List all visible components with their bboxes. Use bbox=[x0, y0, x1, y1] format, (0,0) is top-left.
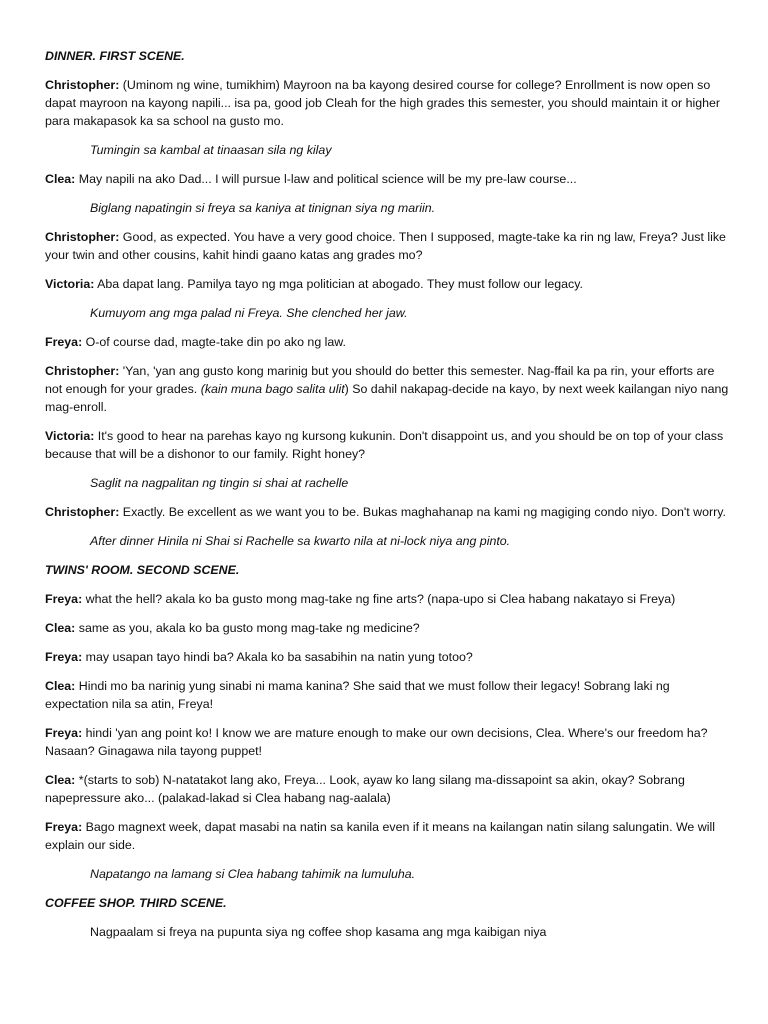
dialogue-line bbox=[45, 275, 730, 293]
speaker-name: Christopher: bbox=[45, 364, 120, 378]
dialogue-text: ) So dahil nakapag-decide na kayo, by next week kailangan niyo nang mag-enroll. bbox=[45, 382, 729, 414]
speaker-name: Victoria: bbox=[45, 429, 95, 443]
stage-direction: Tumingin sa kambal at tinaasan sila ng kilay bbox=[90, 143, 332, 157]
dialogue-text: Aba dapat lang. Pamilya tayo ng mga politician at abogado. They must follow our legacy. bbox=[94, 277, 583, 291]
dialogue-line bbox=[45, 771, 730, 807]
dialogue-line bbox=[45, 333, 730, 351]
narration-paragraph: Nagpaalam si freya na pupunta siya ng coffee shop kasama ang mga kaibigan niya bbox=[90, 925, 547, 939]
dialogue-text: Exactly. Be excellent as we want you to be. Bukas maghahanap na kami ng magiging condo niyo. Don't worry. bbox=[119, 505, 726, 519]
dialogue-text: It's good to hear na parehas kayo ng kursong kukunin. Don't disappoint us, and you should be on top of your class because that will be a dishonor to our family. Right honey? bbox=[45, 429, 724, 461]
dialogue-text: (Uminom ng wine, tumikhim) Mayroon na ba kayong desired course for college? Enrollment is now open so dapat mayroon na kayong napili... isa pa, good job Cleah for the high grades this semester, you should maintain it or higher para makapasok ka sa school na gusto mo. bbox=[45, 78, 721, 128]
speaker-name: Christopher: bbox=[45, 230, 120, 244]
dialogue-line bbox=[45, 724, 730, 760]
speaker-name: Clea: bbox=[45, 621, 76, 635]
dialogue-text: O-of course dad, magte-take din po ako ng law. bbox=[82, 335, 346, 349]
dialogue-text: hindi 'yan ang point ko! I know we are mature enough to make our own decisions, Clea. Where's our freedom ha? Nasaan? Ginagawa nila tayong puppet! bbox=[45, 726, 708, 758]
dialogue-text: 'Yan, 'yan ang gusto kong marinig but you should do better this semester. Nag-ffail ka pa rin, your efforts are not enough for your grades. bbox=[45, 364, 715, 396]
dialogue-line bbox=[45, 677, 730, 713]
speaker-name: Christopher: bbox=[45, 78, 120, 92]
dialogue-text: Bago magnext week, dapat masabi na natin sa kanila even if it means na kailangan natin silang salungatin. We will explain our side. bbox=[45, 820, 715, 852]
speaker-name: Freya: bbox=[45, 592, 83, 606]
stage-direction: Biglang napatingin si freya sa kaniya at tinignan siya ng mariin. bbox=[90, 201, 436, 215]
scene-heading: COFFEE SHOP. THIRD SCENE. bbox=[45, 896, 227, 910]
speaker-name: Freya: bbox=[45, 726, 83, 740]
dialogue-line bbox=[45, 590, 730, 608]
dialogue-line bbox=[45, 170, 730, 188]
speaker-name: Clea: bbox=[45, 773, 76, 787]
scene-heading: TWINS' ROOM. SECOND SCENE. bbox=[45, 563, 240, 577]
dialogue-text: Hindi mo ba narinig yung sinabi ni mama kanina? She said that we must follow their legacy! Sobrang laki ng expectation nila sa atin, Freya! bbox=[45, 679, 670, 711]
dialogue-line bbox=[45, 503, 730, 521]
dialogue-text: May napili na ako Dad... I will pursue l-law and political science will be my pre-law course... bbox=[75, 172, 577, 186]
speaker-name: Freya: bbox=[45, 650, 83, 664]
stage-direction: Kumuyom ang mga palad ni Freya. She clenched her jaw. bbox=[90, 306, 408, 320]
stage-direction: Napatango na lamang si Clea habang tahimik na lumuluha. bbox=[90, 867, 416, 881]
dialogue-line bbox=[45, 76, 730, 130]
script-document bbox=[45, 47, 730, 952]
speaker-name: Victoria: bbox=[45, 277, 95, 291]
stage-direction: After dinner Hinila ni Shai si Rachelle sa kwarto nila at ni-lock niya ang pinto. bbox=[90, 534, 511, 548]
speaker-name: Clea: bbox=[45, 679, 76, 693]
speaker-name: Freya: bbox=[45, 820, 83, 834]
inline-aside: (kain muna bago salita ulit bbox=[200, 382, 345, 396]
dialogue-text: may usapan tayo hindi ba? Akala ko ba sasabihin na natin yung totoo? bbox=[82, 650, 473, 664]
dialogue-text: what the hell? akala ko ba gusto mong mag-take ng fine arts? (napa-upo si Clea habang nakatayo si Freya) bbox=[82, 592, 676, 606]
dialogue-line bbox=[45, 619, 730, 637]
speaker-name: Christopher: bbox=[45, 505, 120, 519]
dialogue-text: *(starts to sob) N-natatakot lang ako, Freya... Look, ayaw ko lang silang ma-dissapoint sa akin, okay? Sobrang napepressure ako... (palakad-lakad si Clea habang nag-aalala) bbox=[45, 773, 685, 805]
dialogue-line bbox=[45, 228, 730, 264]
scene-heading: DINNER. FIRST SCENE. bbox=[45, 49, 185, 63]
dialogue-text: Good, as expected. You have a very good choice. Then I supposed, magte-take ka rin ng law, Freya? Just like your twin and other cousins, kahit hindi gaano katas ang grades mo? bbox=[45, 230, 726, 262]
speaker-name: Freya: bbox=[45, 335, 83, 349]
dialogue-line bbox=[45, 362, 730, 416]
stage-direction: Saglit na nagpalitan ng tingin si shai at rachelle bbox=[90, 476, 349, 490]
speaker-name: Clea: bbox=[45, 172, 76, 186]
dialogue-text: same as you, akala ko ba gusto mong mag-take ng medicine? bbox=[75, 621, 420, 635]
dialogue-line bbox=[45, 427, 730, 463]
dialogue-line bbox=[45, 818, 730, 854]
dialogue-line bbox=[45, 648, 730, 666]
